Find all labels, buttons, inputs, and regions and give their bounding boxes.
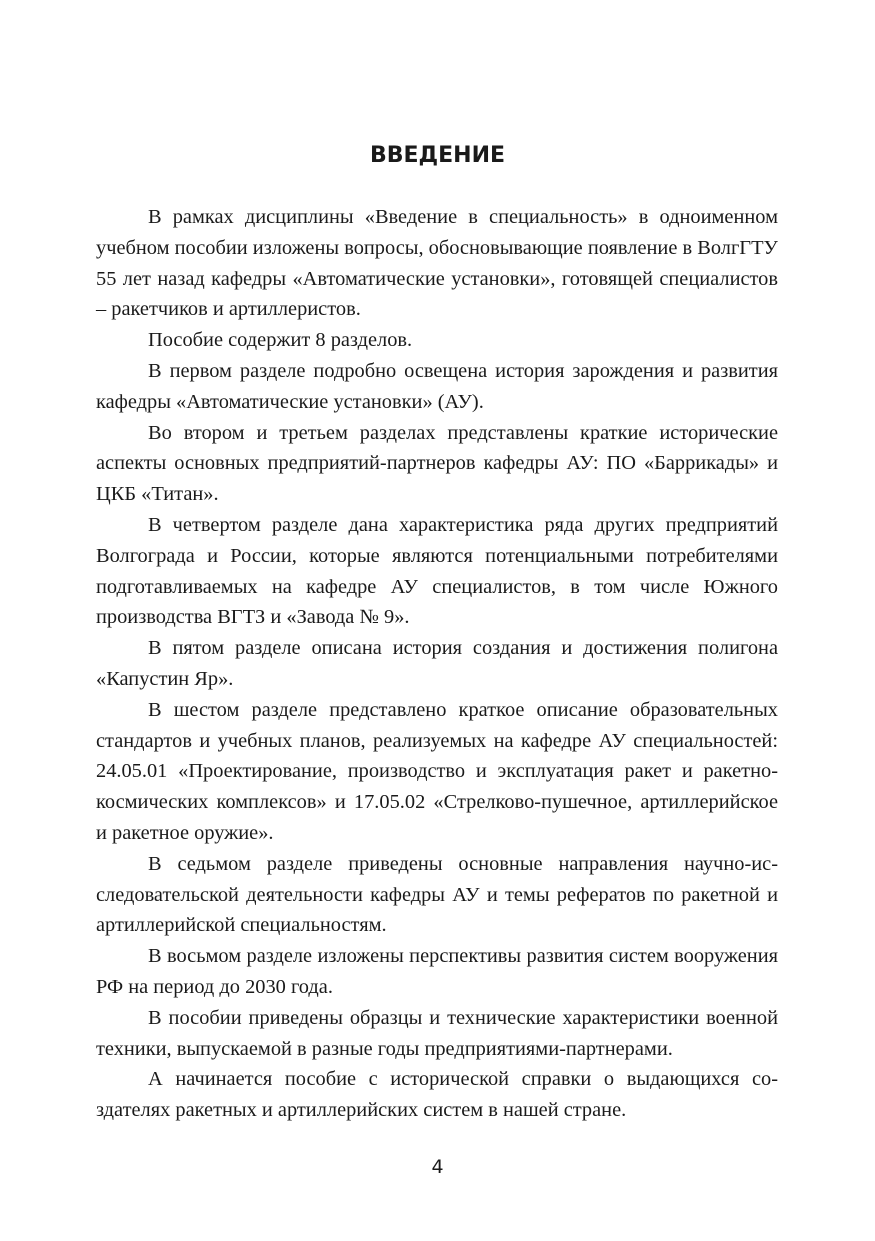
- paragraph-1: В рамках дисциплины «Введение в специальность» в одноименном учебном пособии изложены вопросы, обосновывающие появление в ВолгГТУ 55 лет назад кафедры «Автоматические установки», готовящей специалистов – ракетчиков и артиллеристов.: [96, 206, 778, 321]
- body-text: [96, 202, 778, 1126]
- paragraph-4: Во втором и третьем разделах представлены краткие исторические аспекты основных предприятий-партнеров кафедры АУ: ПО «Баррикады» и ЦКБ «Титан».: [96, 421, 778, 506]
- paragraph-9: В восьмом разделе изложены перспективы развития систем вооружения РФ на период до 2030 года.: [96, 945, 778, 998]
- paragraph-10: В пособии приведены образцы и технические характеристики военной техники, выпускаемой в разные годы предприятиями-партнерами.: [96, 1006, 778, 1060]
- paragraph-11: А начинается пособие с исторической справки о выдающихся создателях ракетных и артиллерийских систем в нашей стране.: [96, 1068, 778, 1122]
- paragraph-7: В шестом разделе представлено краткое описание образовательных стандартов и учебных планов, реализуемых на кафедре АУ специальностей: 24.05.01 «Проектирование, производство и эксплуатация ракет и ракетно-космических комплексов» и 17.05.02 «Стрелково-пушечное, артиллерийское и ракетное оружие».: [96, 698, 778, 844]
- page-number: 4: [431, 1156, 444, 1178]
- page-title: ВВЕДЕНИЕ: [369, 143, 506, 168]
- paragraph-5: В четвертом разделе дана характеристика ряда других предприятий Волгограда и России, которые являются потенциальными потребителями подготавливаемых на кафедре АУ специалистов, в том числе Южного производства ВГТЗ и «Завода № 9».: [96, 513, 778, 629]
- paragraph-6: В пятом разделе описана история создания и достижения полигона «Капустин Яр».: [96, 637, 778, 690]
- paragraph-3: В первом разделе подробно освещена история зарождения и развития кафедры «Автоматические установки» (АУ).: [96, 359, 778, 413]
- paragraph-2: Пособие содержит 8 разделов.: [148, 329, 413, 352]
- paragraph-8: В седьмом разделе приведены основные направления научно-исследовательской деятельности кафедры АУ и темы рефератов по ракетной и артиллерийской специальностям.: [96, 852, 778, 937]
